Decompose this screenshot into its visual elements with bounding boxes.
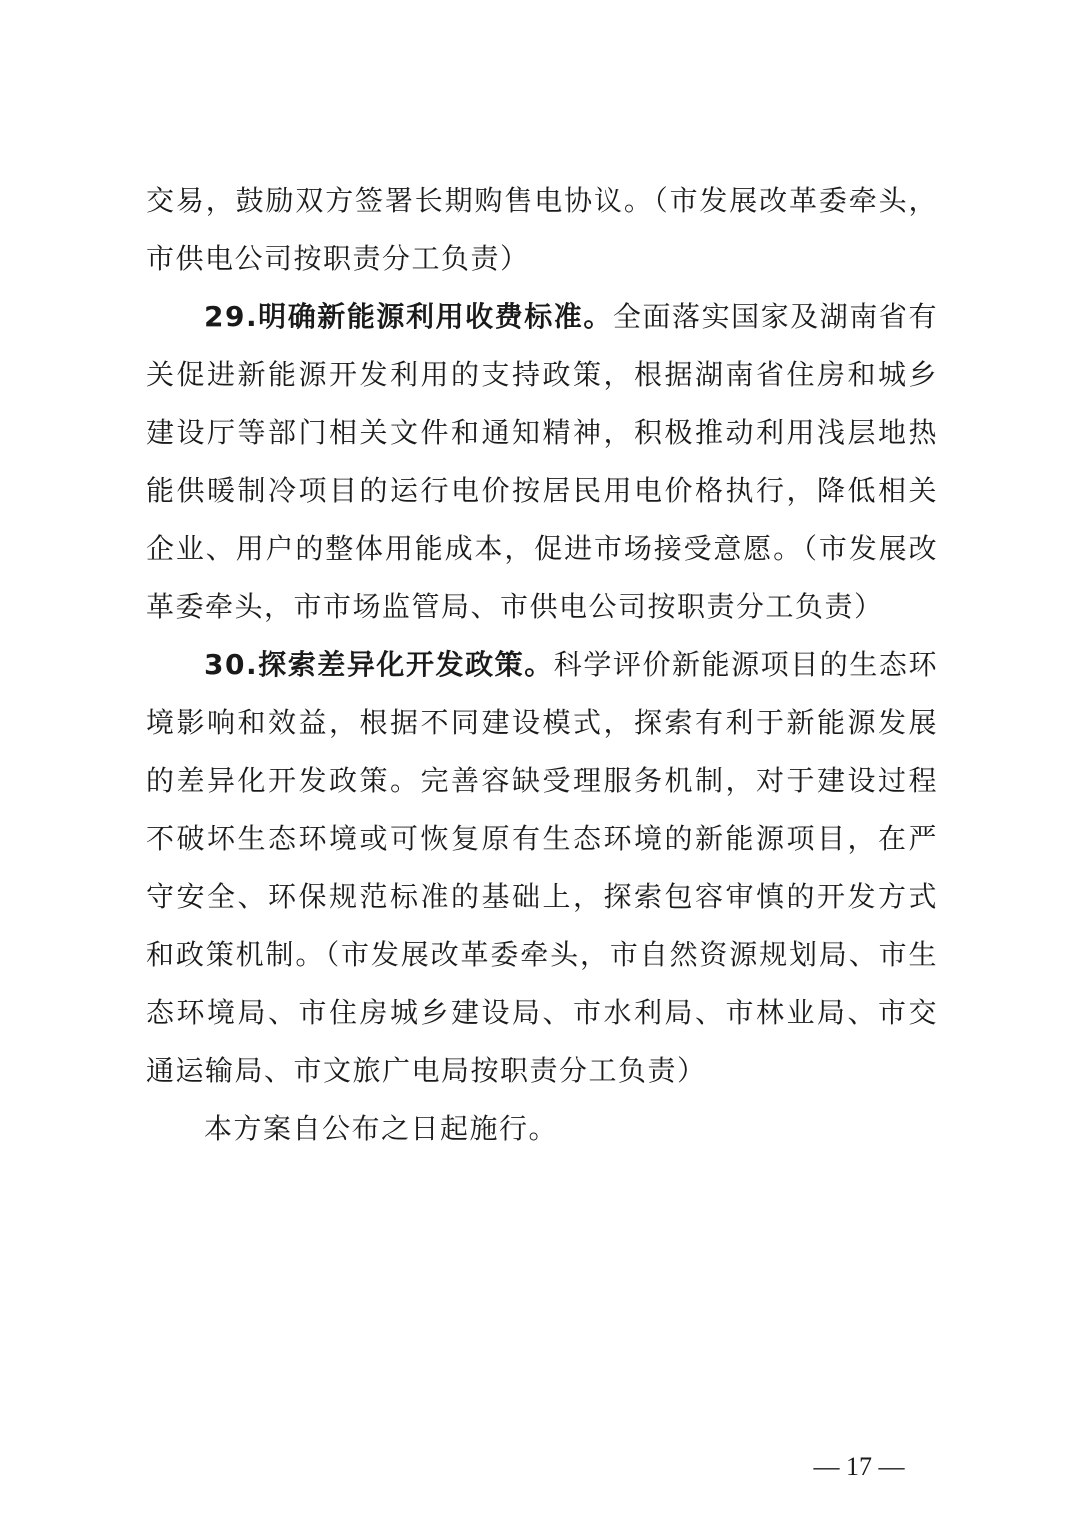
page-number: — 17 — bbox=[813, 1452, 905, 1481]
paragraph-closing bbox=[146, 1100, 938, 1158]
paragraph-continued bbox=[146, 172, 938, 288]
paragraph-heading: 30.探索差异化开发政策。 bbox=[204, 648, 554, 681]
paragraph-29 bbox=[146, 288, 938, 636]
paragraph-text: 全面落实国家及湖南省有关促进新能源开发利用的支持政策，根据湖南省住房和城乡建设厅等部门相关文件和通知精神，积极推动利用浅层地热能供暖制冷项目的运行电价按居民用电价格执行，降低相关企业、用户的整体用能成本，促进市场接受意愿。（市发展改革委牵头，市市场监管局、市供电公司按职责分工负责） bbox=[146, 300, 938, 623]
paragraph-text: 交易，鼓励双方签署长期购售电协议。（市发展改革委牵头，市供电公司按职责分工负责） bbox=[146, 184, 938, 275]
paragraph-30 bbox=[146, 636, 938, 1100]
paragraph-text: 科学评价新能源项目的生态环境影响和效益，根据不同建设模式，探索有利于新能源发展的差异化开发政策。完善容缺受理服务机制，对于建设过程不破坏生态环境或可恢复原有生态环境的新能源项目，在严守安全、环保规范标准的基础上，探索包容审慎的开发方式和政策机制。（市发展改革委牵头，市自然资源规划局、市生态环境局、市住房城乡建设局、市水利局、市林业局、市交通运输局、市文旅广电局按职责分工负责） bbox=[146, 648, 938, 1087]
paragraph-heading: 29.明确新能源利用收费标准。 bbox=[204, 300, 613, 333]
body-text bbox=[146, 172, 938, 1158]
paragraph-text: 本方案自公布之日起施行。 bbox=[204, 1112, 559, 1145]
